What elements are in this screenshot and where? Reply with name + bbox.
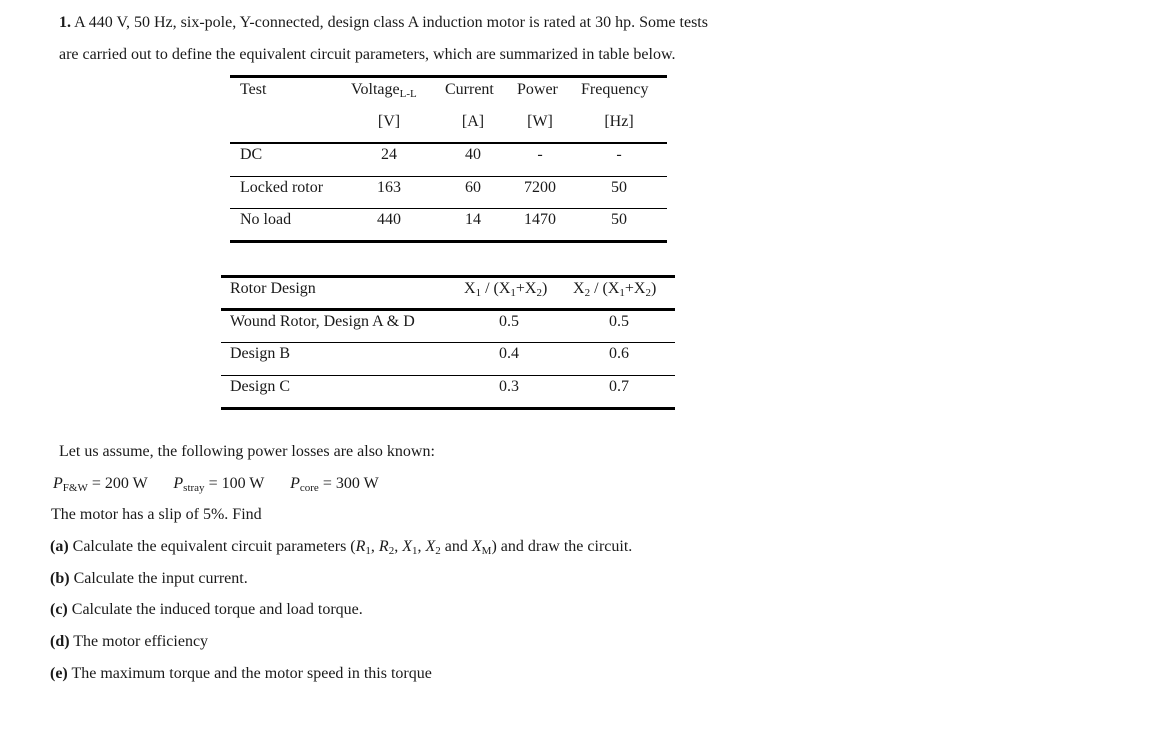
question-c-text: Calculate the induced torque and load torque. (71, 601, 363, 618)
pstray-term: Pstray = 100 W (173, 475, 265, 494)
problem-line-1 (59, 14, 708, 32)
unit-voltage: [V] (377, 113, 401, 130)
design-row-wound-x1: 0.5 (499, 313, 519, 330)
test-row-locked-voltage: 163 (377, 179, 401, 196)
question-a-text: Calculate the equivalent circuit parameters ($R_1$, $R_2$, $X_1$, $X_2$ and $X_M$) and draw the circuit. (72, 538, 633, 557)
test-row-noload-name: No load (240, 211, 292, 228)
test-row-noload-voltage: 440 (377, 211, 401, 228)
header-voltage: Voltage$_{L-L}$ (351, 81, 417, 100)
design-row-c-x2: 0.7 (609, 378, 629, 395)
test-row-locked-frequency: 50 (611, 179, 627, 196)
losses-intro: Let us assume, the following power losses are also known: (59, 443, 435, 460)
test-row-locked-power: 7200 (524, 179, 556, 196)
design-row-c-x1: 0.3 (499, 378, 519, 395)
question-b (50, 570, 248, 588)
test-row-dc-power: - (537, 146, 543, 163)
test-row-dc-current: 40 (465, 146, 481, 163)
header-x2-ratio: $X_2 / (X_1+X_2)$ (573, 280, 657, 299)
question-b-text: Calculate the input current. (73, 570, 248, 587)
header-current: Current (445, 81, 494, 98)
design-row-b-x2: 0.6 (609, 345, 629, 362)
question-c-label: (c) (50, 601, 68, 618)
pcore-term: Pcore = 300 W (290, 475, 379, 494)
pfw-term: PF&W = 200 W (53, 475, 148, 494)
question-d-label: (d) (50, 633, 70, 650)
slip-line: The motor has a slip of 5%. Find (51, 506, 262, 523)
problem-number: 1. (59, 14, 71, 31)
test-row-noload-frequency: 50 (611, 211, 627, 228)
test-row-dc-frequency: - (616, 146, 622, 163)
header-x1-ratio: $X_1 / (X_1+X_2)$ (464, 280, 548, 299)
test-row-locked-name: Locked rotor (240, 179, 324, 196)
unit-power: [W] (527, 113, 553, 130)
problem-line-2: are carried out to define the equivalent circuit parameters, which are summarized in table below. (59, 46, 676, 63)
design-row-b-x1: 0.4 (499, 345, 519, 362)
header-test: Test (240, 81, 267, 98)
test-row-dc-name: DC (240, 146, 263, 163)
design-row-c-name: Design C (230, 378, 290, 395)
test-row-noload-current: 14 (465, 211, 481, 228)
design-row-b-name: Design B (230, 345, 290, 362)
test-row-dc-voltage: 24 (381, 146, 397, 163)
question-e (50, 665, 432, 683)
question-a (50, 538, 632, 557)
losses-values (53, 475, 379, 494)
problem-text-1: A 440 V, 50 Hz, six-pole, Y-connected, design class A induction motor is rated at 30 hp. Some tests (74, 14, 708, 31)
question-b-label: (b) (50, 570, 70, 587)
design-row-wound-x2: 0.5 (609, 313, 629, 330)
test-row-locked-current: 60 (465, 179, 481, 196)
header-rotor-design: Rotor Design (230, 280, 316, 297)
test-row-noload-power: 1470 (524, 211, 556, 228)
unit-frequency: [Hz] (604, 113, 634, 130)
header-power: Power (517, 81, 558, 98)
design-row-wound-name: Wound Rotor, Design A & D (230, 313, 415, 330)
header-frequency: Frequency (581, 81, 649, 98)
unit-current: [A] (461, 113, 485, 130)
question-d (50, 633, 208, 651)
question-c (50, 601, 363, 619)
question-d-text: The motor efficiency (73, 633, 209, 650)
question-a-label: (a) (50, 538, 69, 555)
question-e-label: (e) (50, 665, 68, 682)
question-e-text: The maximum torque and the motor speed in this torque (71, 665, 432, 682)
